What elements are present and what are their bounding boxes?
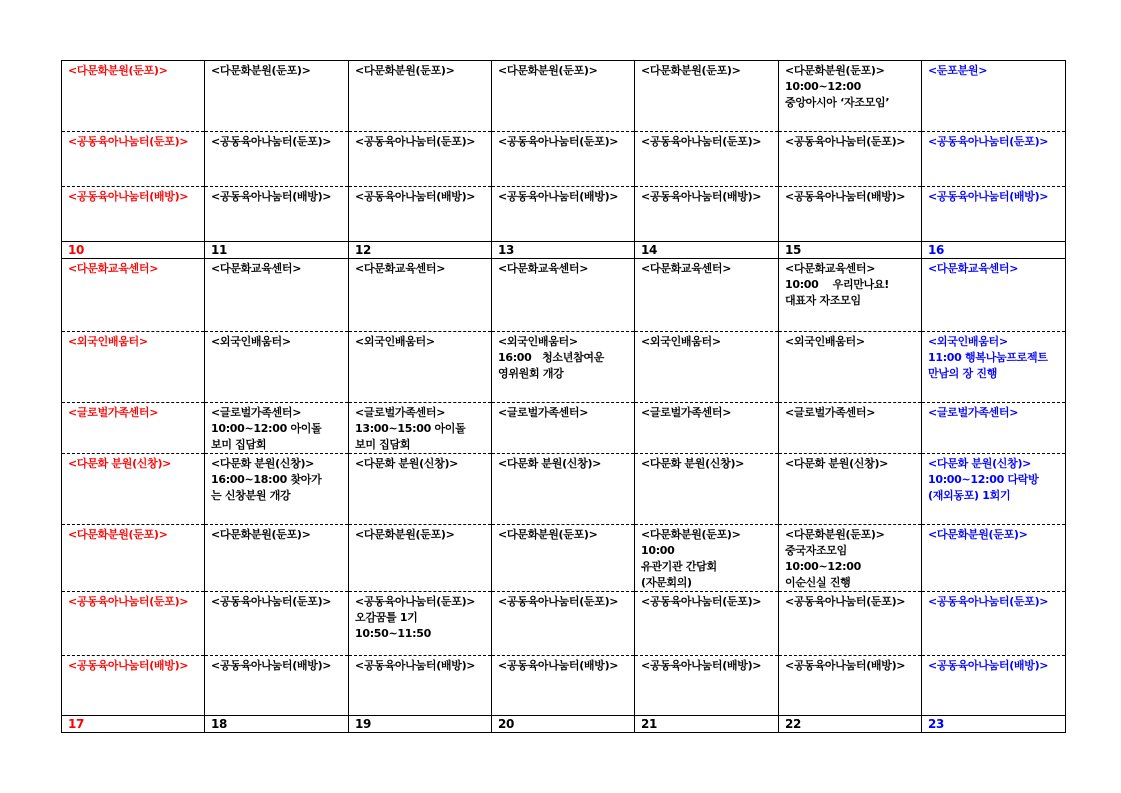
program-name: <외국인배움터> xyxy=(785,335,865,348)
calendar-cell-sun xyxy=(62,656,205,716)
event-detail: 10:00 우리만나요! xyxy=(785,278,889,291)
program-name: <외국인배움터> xyxy=(355,335,435,348)
calendar-cell-tue xyxy=(349,132,492,187)
calendar-cell-mon xyxy=(205,259,349,332)
program-name: <다문화 분원(신창)> xyxy=(355,457,459,470)
event-row xyxy=(62,332,1066,403)
calendar-cell-thu xyxy=(635,332,779,403)
event-detail: 10:00 xyxy=(641,544,675,557)
program-name: <공동육아나눔터(배방)> xyxy=(211,659,332,672)
program-name: <다문화교육센터> xyxy=(68,262,159,275)
program-name: <다문화분원(둔포)> xyxy=(928,528,1028,541)
program-name: <다문화분원(둔포)> xyxy=(355,64,455,77)
event-detail: 만남의 장 진행 xyxy=(928,367,998,380)
program-name: <공동육아나눔터(둔포)> xyxy=(211,135,332,148)
calendar-cell-wed xyxy=(492,332,635,403)
program-name: <글로벌가족센터> xyxy=(498,406,589,419)
program-name: <공동육아나눔터(둔포)> xyxy=(355,135,476,148)
program-name: <공동육아나눔터(둔포)> xyxy=(68,135,189,148)
date-number: 12 xyxy=(349,242,492,259)
event-detail: 10:00~12:00 xyxy=(785,80,861,93)
program-name: <다문화분원(둔포)> xyxy=(498,528,598,541)
event-detail: 16:00~18:00 찾아가 xyxy=(211,473,322,486)
event-detail: 유관기관 간담회 xyxy=(641,560,717,573)
event-detail: 오감꿈틀 1기 xyxy=(355,611,418,624)
calendar-cell-thu xyxy=(635,656,779,716)
program-name: <글로벌가족센터> xyxy=(355,406,446,419)
program-name: <공동육아나눔터(둔포)> xyxy=(498,595,619,608)
program-name: <다문화분원(둔포)> xyxy=(355,528,455,541)
event-detail: 대표자 자조모임 xyxy=(785,294,861,307)
program-name: <공동육아나눔터(배방)> xyxy=(211,190,332,203)
event-detail: 중국자조모임 xyxy=(785,544,847,557)
calendar-cell-wed xyxy=(492,656,635,716)
calendar-cell-thu xyxy=(635,592,779,656)
calendar-cell-mon xyxy=(205,525,349,592)
program-name: <다문화교육센터> xyxy=(928,262,1019,275)
calendar-cell-sat xyxy=(922,656,1066,716)
program-name: <다문화교육센터> xyxy=(641,262,732,275)
program-name: <다문화 분원(신창)> xyxy=(211,457,315,470)
date-number: 23 xyxy=(922,716,1066,733)
calendar-cell-mon xyxy=(205,332,349,403)
program-name: <다문화분원(둔포)> xyxy=(785,64,885,77)
event-row xyxy=(62,592,1066,656)
calendar-cell-sun xyxy=(62,525,205,592)
calendar-cell-fri xyxy=(779,259,922,332)
event-detail: 10:00~12:00 xyxy=(785,560,861,573)
program-name: <글로벌가족센터> xyxy=(211,406,302,419)
program-name: <공동육아나눔터(둔포)> xyxy=(498,135,619,148)
program-name: <글로벌가족센터> xyxy=(785,406,876,419)
calendar-cell-fri xyxy=(779,403,922,454)
calendar-cell-tue xyxy=(349,259,492,332)
program-name: <다문화 분원(신창)> xyxy=(498,457,602,470)
event-row xyxy=(62,187,1066,242)
event-detail: 16:00 청소년참여운 xyxy=(498,351,605,364)
calendar-cell-sat xyxy=(922,403,1066,454)
calendar-cell-sat xyxy=(922,454,1066,525)
program-name: <다문화 분원(신창)> xyxy=(928,457,1032,470)
calendar-cell-wed xyxy=(492,187,635,242)
program-name: <다문화교육센터> xyxy=(785,262,876,275)
date-number: 21 xyxy=(635,716,779,733)
program-name: <공동육아나눔터(둔포)> xyxy=(785,595,906,608)
calendar-cell-wed xyxy=(492,525,635,592)
calendar-cell-sat xyxy=(922,592,1066,656)
program-name: <다문화교육센터> xyxy=(355,262,446,275)
program-name: <공동육아나눔터(둔포)> xyxy=(641,135,762,148)
calendar-cell-sun xyxy=(62,454,205,525)
program-name: <공동육아나눔터(배방)> xyxy=(928,190,1049,203)
date-number: 14 xyxy=(635,242,779,259)
calendar-cell-wed xyxy=(492,259,635,332)
calendar-cell-sat xyxy=(922,187,1066,242)
program-name: <다문화분원(둔포)> xyxy=(785,528,885,541)
event-detail: 10:00~12:00 아이돌 xyxy=(211,422,322,435)
program-name: <외국인배움터> xyxy=(211,335,291,348)
event-row xyxy=(62,259,1066,332)
calendar-cell-sun xyxy=(62,592,205,656)
program-name: <글로벌가족센터> xyxy=(641,406,732,419)
program-name: <공동육아나눔터(배방)> xyxy=(928,659,1049,672)
calendar-cell-thu xyxy=(635,132,779,187)
event-row xyxy=(62,132,1066,187)
program-name: <공동육아나눔터(배방)> xyxy=(355,659,476,672)
date-number: 17 xyxy=(62,716,205,733)
program-name: <공동육아나눔터(배방)> xyxy=(785,190,906,203)
program-name: <공동육아나눔터(둔포)> xyxy=(68,595,189,608)
program-name: <둔포분원> xyxy=(928,64,988,77)
calendar-cell-tue xyxy=(349,525,492,592)
calendar-cell-sun xyxy=(62,61,205,132)
calendar-cell-sat xyxy=(922,61,1066,132)
event-row xyxy=(62,403,1066,454)
calendar-cell-tue xyxy=(349,332,492,403)
date-number: 19 xyxy=(349,716,492,733)
event-detail: 중앙아시아 ‘자조모임’ xyxy=(785,96,890,109)
calendar-cell-fri xyxy=(779,332,922,403)
calendar-cell-wed xyxy=(492,592,635,656)
calendar-cell-mon xyxy=(205,61,349,132)
calendar-cell-mon xyxy=(205,403,349,454)
calendar-cell-tue xyxy=(349,403,492,454)
calendar-cell-sun xyxy=(62,132,205,187)
calendar-cell-mon xyxy=(205,454,349,525)
program-name: <다문화분원(둔포)> xyxy=(211,528,311,541)
calendar-body xyxy=(62,61,1066,733)
event-row xyxy=(62,61,1066,132)
date-number: 15 xyxy=(779,242,922,259)
program-name: <다문화 분원(신창)> xyxy=(641,457,745,470)
calendar-cell-fri xyxy=(779,656,922,716)
program-name: <다문화분원(둔포)> xyxy=(498,64,598,77)
calendar-cell-tue xyxy=(349,454,492,525)
calendar-cell-thu xyxy=(635,259,779,332)
event-detail: 10:50~11:50 xyxy=(355,627,431,640)
calendar-cell-sun xyxy=(62,259,205,332)
calendar-cell-thu xyxy=(635,61,779,132)
date-number: 16 xyxy=(922,242,1066,259)
program-name: <공동육아나눔터(배방)> xyxy=(785,659,906,672)
program-name: <글로벌가족센터> xyxy=(928,406,1019,419)
date-number: 13 xyxy=(492,242,635,259)
event-detail: 10:00~12:00 다락방 xyxy=(928,473,1039,486)
calendar-cell-tue xyxy=(349,592,492,656)
program-name: <다문화 분원(신창)> xyxy=(68,457,172,470)
calendar-cell-sun xyxy=(62,332,205,403)
date-row xyxy=(62,242,1066,259)
event-detail: 11:00 행복나눔프로젝트 xyxy=(928,351,1048,364)
calendar-cell-tue xyxy=(349,187,492,242)
program-name: <외국인배움터> xyxy=(928,335,1008,348)
program-name: <글로벌가족센터> xyxy=(68,406,159,419)
calendar-cell-sat xyxy=(922,132,1066,187)
calendar-cell-wed xyxy=(492,454,635,525)
date-number: 11 xyxy=(205,242,349,259)
program-name: <외국인배움터> xyxy=(641,335,721,348)
calendar-cell-thu xyxy=(635,525,779,592)
calendar-cell-thu xyxy=(635,403,779,454)
calendar-cell-wed xyxy=(492,403,635,454)
program-name: <공동육아나눔터(배방)> xyxy=(68,659,189,672)
calendar-table xyxy=(61,60,1066,733)
event-detail: 13:00~15:00 아이돌 xyxy=(355,422,466,435)
calendar-cell-sun xyxy=(62,187,205,242)
calendar-cell-fri xyxy=(779,187,922,242)
event-detail: 이순신실 진행 xyxy=(785,576,851,589)
date-number: 10 xyxy=(62,242,205,259)
calendar-cell-tue xyxy=(349,656,492,716)
calendar-cell-fri xyxy=(779,454,922,525)
program-name: <공동육아나눔터(배방)> xyxy=(498,659,619,672)
program-name: <다문화분원(둔포)> xyxy=(641,528,741,541)
event-detail: 영위원회 개강 xyxy=(498,367,564,380)
date-number: 18 xyxy=(205,716,349,733)
program-name: <공동육아나눔터(둔포)> xyxy=(211,595,332,608)
program-name: <공동육아나눔터(둔포)> xyxy=(641,595,762,608)
program-name: <외국인배움터> xyxy=(68,335,148,348)
program-name: <공동육아나눔터(배방)> xyxy=(68,190,189,203)
calendar-cell-mon xyxy=(205,656,349,716)
event-detail: 보미 집담회 xyxy=(355,438,411,451)
calendar-cell-mon xyxy=(205,132,349,187)
calendar-cell-thu xyxy=(635,187,779,242)
calendar-cell-mon xyxy=(205,187,349,242)
calendar-cell-sun xyxy=(62,403,205,454)
date-number: 22 xyxy=(779,716,922,733)
program-name: <공동육아나눔터(둔포)> xyxy=(928,135,1049,148)
program-name: <다문화분원(둔포)> xyxy=(68,528,168,541)
calendar-cell-fri xyxy=(779,132,922,187)
program-name: <공동육아나눔터(배방)> xyxy=(498,190,619,203)
calendar-cell-sat xyxy=(922,259,1066,332)
event-detail: (재외동포) 1회기 xyxy=(928,489,1011,502)
calendar-cell-fri xyxy=(779,592,922,656)
calendar-cell-mon xyxy=(205,592,349,656)
calendar-cell-tue xyxy=(349,61,492,132)
calendar-cell-sat xyxy=(922,525,1066,592)
program-name: <공동육아나눔터(배방)> xyxy=(641,190,762,203)
program-name: <다문화분원(둔포)> xyxy=(211,64,311,77)
event-row xyxy=(62,525,1066,592)
event-row xyxy=(62,454,1066,525)
event-detail: 는 신창분원 개강 xyxy=(211,489,291,502)
event-detail: 보미 집담회 xyxy=(211,438,267,451)
calendar-cell-fri xyxy=(779,61,922,132)
calendar-cell-wed xyxy=(492,61,635,132)
event-row xyxy=(62,656,1066,716)
date-number: 20 xyxy=(492,716,635,733)
calendar-cell-thu xyxy=(635,454,779,525)
program-name: <다문화교육센터> xyxy=(498,262,589,275)
program-name: <공동육아나눔터(둔포)> xyxy=(928,595,1049,608)
program-name: <다문화 분원(신창)> xyxy=(785,457,889,470)
program-name: <다문화분원(둔포)> xyxy=(641,64,741,77)
program-name: <공동육아나눔터(배방)> xyxy=(355,190,476,203)
date-row xyxy=(62,716,1066,733)
program-name: <공동육아나눔터(배방)> xyxy=(641,659,762,672)
event-detail: (자문회의) xyxy=(641,576,692,589)
program-name: <다문화교육센터> xyxy=(211,262,302,275)
calendar-cell-fri xyxy=(779,525,922,592)
program-name: <다문화분원(둔포)> xyxy=(68,64,168,77)
calendar-cell-sat xyxy=(922,332,1066,403)
program-name: <공동육아나눔터(둔포)> xyxy=(785,135,906,148)
calendar-cell-wed xyxy=(492,132,635,187)
program-name: <공동육아나눔터(둔포)> xyxy=(355,595,476,608)
program-name: <외국인배움터> xyxy=(498,335,578,348)
